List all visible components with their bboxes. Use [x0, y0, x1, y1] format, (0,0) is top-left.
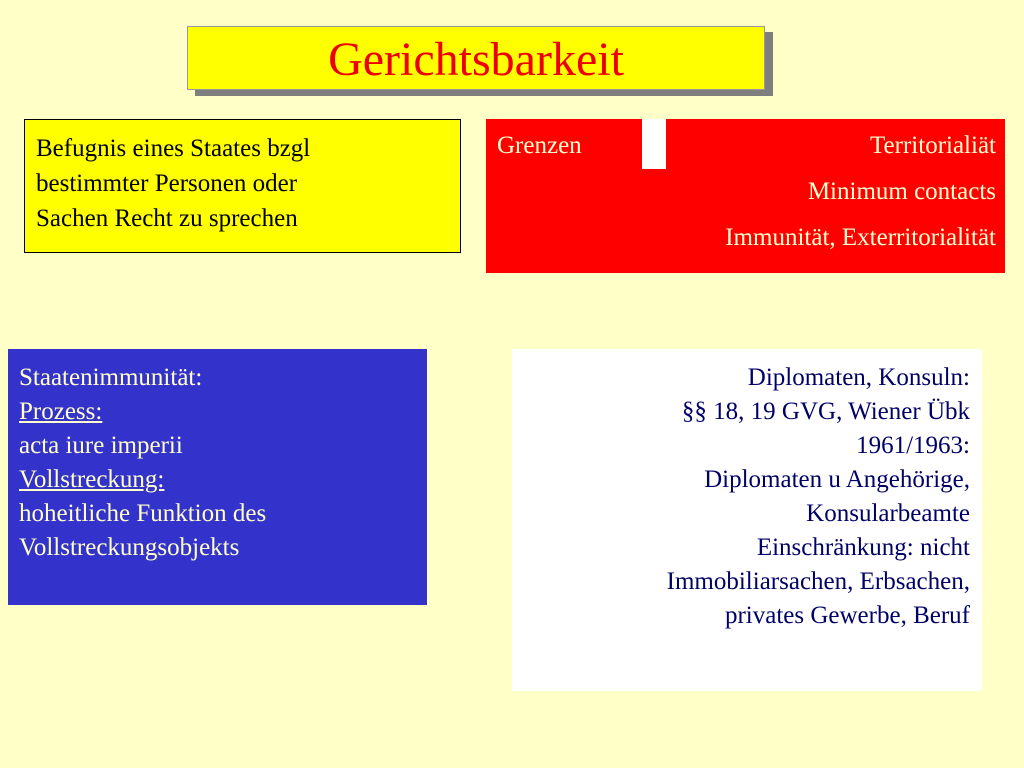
- diplomats-line: Immobiliarsachen, Erbsachen,: [666, 568, 970, 595]
- diplomats-line: Einschränkung: nicht: [756, 534, 970, 561]
- definition-line: Sachen Recht zu sprechen: [36, 205, 298, 232]
- definition-line: Befugnis eines Staates bzgl: [36, 135, 311, 162]
- process-value: acta iure imperii: [19, 432, 183, 459]
- state-immunity-box: [8, 349, 427, 605]
- definition-line: bestimmter Personen oder: [36, 170, 298, 197]
- diplomats-line: 1961/1963:: [856, 432, 970, 459]
- process-label: Prozess:: [19, 398, 103, 425]
- definition-box: [24, 119, 461, 253]
- diplomats-box: [512, 349, 982, 691]
- diplomats-line: Konsularbeamte: [806, 500, 970, 527]
- limits-item: Territorialiät: [870, 132, 996, 159]
- limits-notch: [642, 119, 666, 169]
- diplomats-line: Diplomaten u Angehörige,: [704, 466, 970, 493]
- diplomats-line: §§ 18, 19 GVG, Wiener Übk: [681, 398, 970, 425]
- limits-item: Minimum contacts: [807, 178, 996, 205]
- limits-label: Grenzen: [497, 132, 582, 159]
- page-title: Gerichtsbarkeit: [187, 26, 765, 90]
- enforcement-label: Vollstreckung:: [19, 466, 165, 493]
- enforcement-line: Vollstreckungsobjekts: [19, 534, 240, 561]
- diplomats-line: Diplomaten, Konsuln:: [747, 364, 970, 391]
- enforcement-line: hoheitliche Funktion des: [19, 500, 267, 527]
- state-immunity-heading: Staatenimmunität:: [19, 364, 203, 391]
- limits-item: Immunität, Exterritorialität: [725, 224, 996, 251]
- diplomats-line: privates Gewerbe, Beruf: [724, 602, 970, 629]
- limits-list: [725, 129, 996, 267]
